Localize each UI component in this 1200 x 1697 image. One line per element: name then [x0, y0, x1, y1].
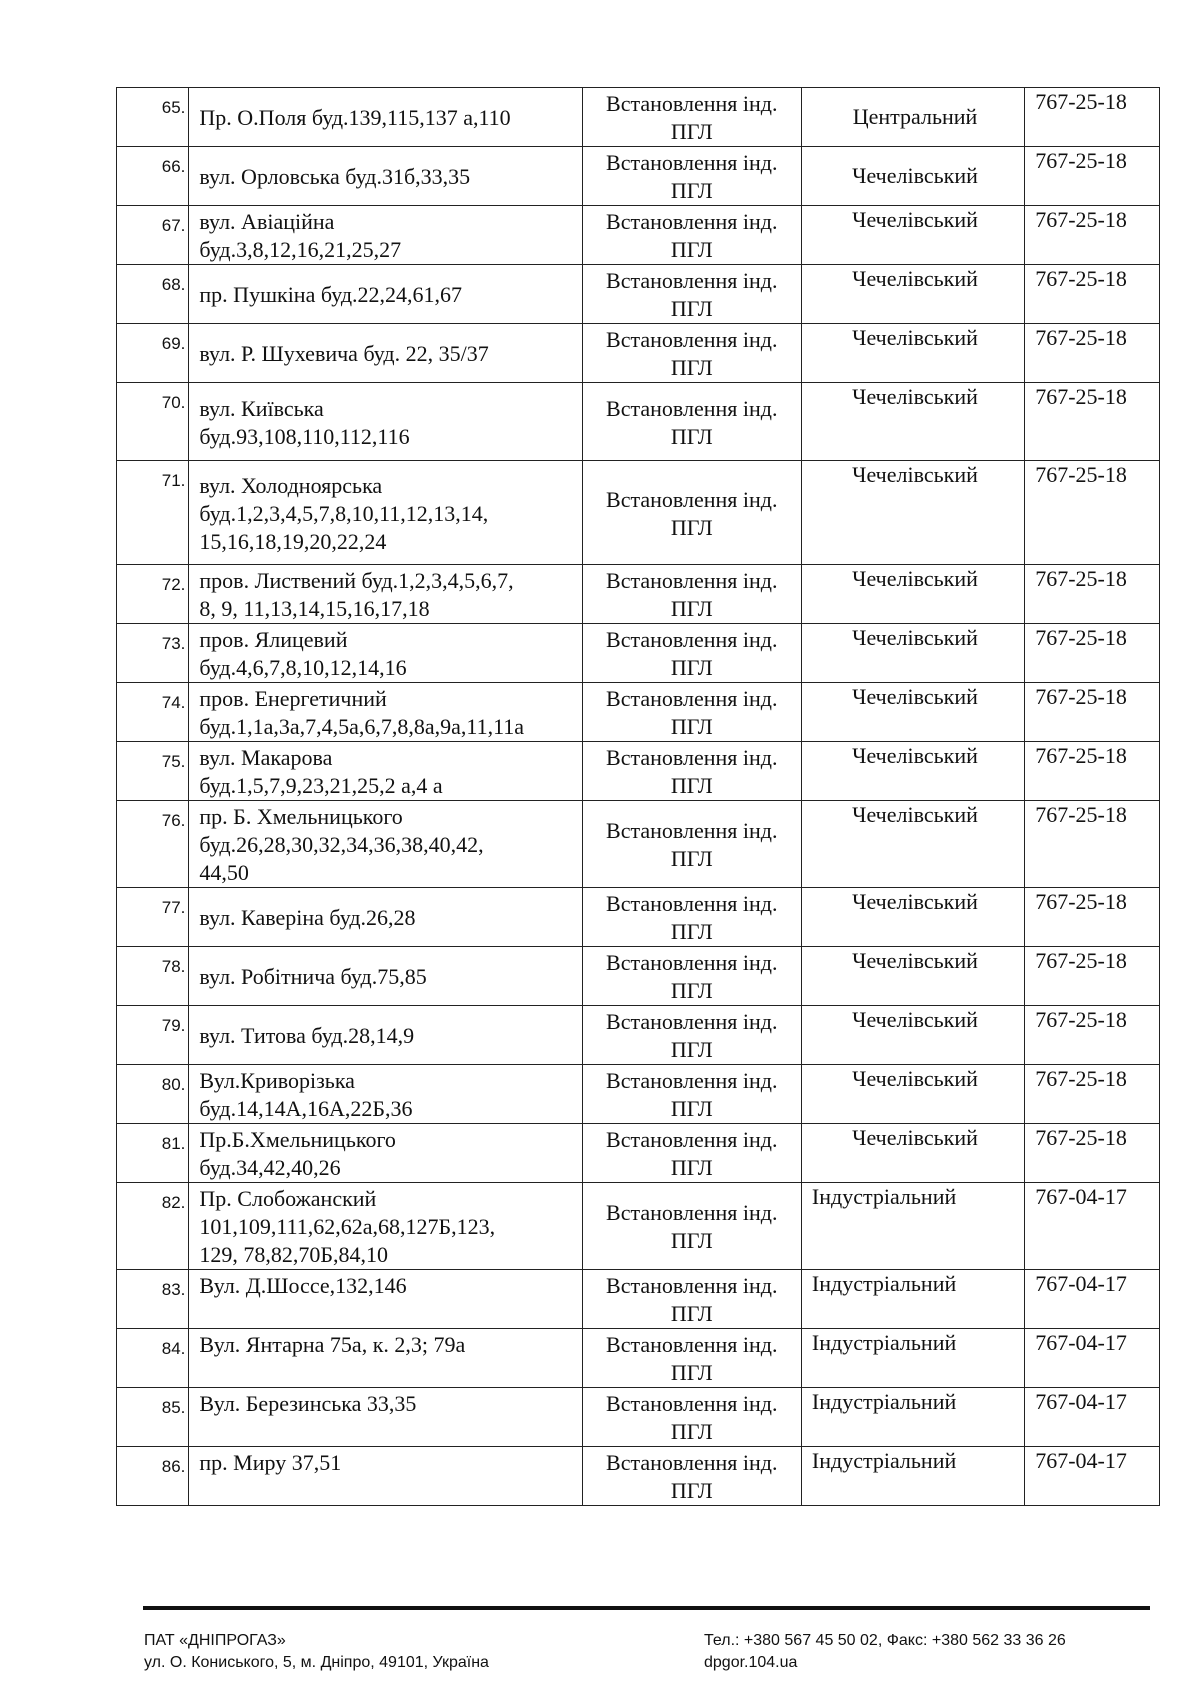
work-type-line: ПГЛ [670, 714, 713, 739]
address-cell [189, 683, 582, 742]
address-line: 101,109,111,62,62а,68,127Б,123, [199, 1214, 496, 1239]
district-cell: Чечелівський [801, 1065, 1024, 1124]
row-number: 72. [117, 565, 189, 624]
work-type-line: ПГЛ [670, 978, 713, 1003]
work-type-line: Встановлення інд. [606, 486, 778, 512]
table-row [117, 461, 1160, 565]
work-type-line: Встановлення інд. [606, 686, 778, 711]
address-line: пр. Пушкіна буд.22,24,61,67 [199, 282, 463, 307]
address-line: буд.4,6,7,8,10,12,14,16 [199, 655, 407, 680]
phone-cell: 767-25-18 [1025, 324, 1160, 383]
address-cell [189, 1329, 582, 1388]
row-number: 73. [117, 624, 189, 683]
work-type-cell [582, 1447, 801, 1506]
address-line: Пр. Слобожанский [199, 1186, 377, 1211]
bottom-rule [143, 1606, 1150, 1610]
address-cell [189, 324, 582, 383]
phone-cell: 767-04-17 [1025, 1447, 1160, 1506]
row-number: 70. [117, 383, 189, 461]
work-type-line: Встановлення інд. [606, 1200, 778, 1225]
phone-cell: 767-25-18 [1025, 383, 1160, 461]
work-type-line: ПГЛ [670, 1155, 713, 1180]
work-type-line: ПГЛ [670, 514, 713, 540]
work-type-line: ПГЛ [670, 1301, 713, 1326]
work-type-line: Встановлення інд. [606, 395, 778, 421]
phone-cell: 767-25-18 [1025, 265, 1160, 324]
work-type-line: Встановлення інд. [606, 1009, 778, 1034]
row-number: 85. [117, 1388, 189, 1447]
phone-cell: 767-25-18 [1025, 801, 1160, 888]
work-type-line: ПГЛ [670, 655, 713, 680]
table-row [117, 683, 1160, 742]
work-type-line: ПГЛ [670, 773, 713, 798]
work-type-cell [582, 801, 801, 888]
district-cell: Чечелівський [801, 265, 1024, 324]
address-line: буд.34,42,40,26 [199, 1155, 341, 1180]
address-cell [189, 1006, 582, 1065]
table-row [117, 265, 1160, 324]
district-cell: Індустріальний [801, 1183, 1024, 1270]
address-line: Пр.Б.Хмельницького [199, 1127, 396, 1152]
row-number: 75. [117, 742, 189, 801]
district-cell: Чечелівський [801, 461, 1024, 565]
address-line: вул. Холодноярська [199, 472, 383, 498]
work-type-cell [582, 461, 801, 565]
district-cell: Чечелівський [801, 147, 1024, 206]
phone-cell: 767-25-18 [1025, 147, 1160, 206]
table-row [117, 1065, 1160, 1124]
address-cell [189, 947, 582, 1006]
work-type-line: ПГЛ [670, 423, 713, 449]
phone-cell: 767-04-17 [1025, 1270, 1160, 1329]
phone-cell: 767-04-17 [1025, 1183, 1160, 1270]
table-row [117, 1006, 1160, 1065]
work-type-line: ПГЛ [670, 119, 713, 144]
work-type-line: Встановлення інд. [606, 1450, 778, 1475]
work-type-line: Встановлення інд. [606, 1391, 778, 1416]
table-row [117, 1447, 1160, 1506]
district-cell: Чечелівський [801, 1124, 1024, 1183]
address-cell [189, 383, 582, 461]
address-line: 44,50 [199, 860, 249, 885]
work-type-line: ПГЛ [670, 237, 713, 262]
table-row [117, 1124, 1160, 1183]
table-row [117, 383, 1160, 461]
work-type-cell [582, 1270, 801, 1329]
address-cell [189, 1124, 582, 1183]
address-line: Вул. Березинська 33,35 [199, 1391, 417, 1416]
district-cell: Чечелівський [801, 742, 1024, 801]
work-type-line: Встановлення інд. [606, 150, 778, 175]
work-type-cell [582, 206, 801, 265]
table-row [117, 624, 1160, 683]
row-number: 65. [117, 88, 189, 147]
address-cell [189, 801, 582, 888]
work-type-line: ПГЛ [670, 296, 713, 321]
address-line: пров. Ялицевий [199, 627, 348, 652]
work-type-cell [582, 147, 801, 206]
row-number: 80. [117, 1065, 189, 1124]
address-line: буд.93,108,110,112,116 [199, 423, 410, 449]
row-number: 74. [117, 683, 189, 742]
phone-cell: 767-25-18 [1025, 88, 1160, 147]
work-type-line: Встановлення інд. [606, 818, 778, 843]
address-cell [189, 88, 582, 147]
address-line: пр. Миру 37,51 [199, 1450, 342, 1475]
address-line: вул. Авіаційна [199, 209, 335, 234]
work-type-cell [582, 324, 801, 383]
work-type-line: Встановлення інд. [606, 1332, 778, 1357]
work-type-line: Встановлення інд. [606, 568, 778, 593]
phone-cell: 767-25-18 [1025, 1006, 1160, 1065]
works-table [116, 87, 1160, 1506]
address-cell [189, 147, 582, 206]
district-cell: Чечелівський [801, 801, 1024, 888]
phone-cell: 767-25-18 [1025, 683, 1160, 742]
address-cell [189, 461, 582, 565]
phone-cell: 767-25-18 [1025, 461, 1160, 565]
district-cell: Чечелівський [801, 206, 1024, 265]
work-type-line: ПГЛ [670, 1096, 713, 1121]
table-row [117, 324, 1160, 383]
address-line: вул. Київська [199, 395, 324, 421]
table-row [117, 1183, 1160, 1270]
address-line: пров. Енергетичний [199, 686, 387, 711]
address-line: 8, 9, 11,13,14,15,16,17,18 [199, 596, 430, 621]
work-type-cell [582, 1388, 801, 1447]
phone-cell: 767-25-18 [1025, 565, 1160, 624]
phone-cell: 767-04-17 [1025, 1329, 1160, 1388]
footer-address: ул. О. Кониського, 5, м. Дніпро, 49101, Україна [144, 1654, 489, 1671]
row-number: 81. [117, 1124, 189, 1183]
address-cell [189, 1065, 582, 1124]
work-type-line: Встановлення інд. [606, 268, 778, 293]
district-cell: Чечелівський [801, 1006, 1024, 1065]
row-number: 79. [117, 1006, 189, 1065]
work-type-line: Встановлення інд. [606, 891, 778, 916]
work-type-line: ПГЛ [670, 178, 713, 203]
address-line: пр. Б. Хмельницького [199, 804, 403, 829]
work-type-cell [582, 1183, 801, 1270]
work-type-line: ПГЛ [670, 1478, 713, 1503]
address-line: Вул. Д.Шоссе,132,146 [199, 1273, 407, 1298]
row-number: 78. [117, 947, 189, 1006]
work-type-line: Встановлення інд. [606, 1127, 778, 1152]
phone-cell: 767-04-17 [1025, 1388, 1160, 1447]
work-type-line: ПГЛ [670, 846, 713, 871]
row-number: 76. [117, 801, 189, 888]
district-cell: Чечелівський [801, 624, 1024, 683]
district-cell: Чечелівський [801, 383, 1024, 461]
work-type-line: Встановлення інд. [606, 209, 778, 234]
address-line: буд.1,2,3,4,5,7,8,10,11,12,13,14, [199, 500, 489, 526]
address-cell [189, 265, 582, 324]
phone-cell: 767-25-18 [1025, 742, 1160, 801]
phone-cell: 767-25-18 [1025, 888, 1160, 947]
work-type-cell [582, 1065, 801, 1124]
row-number: 86. [117, 1447, 189, 1506]
address-cell [189, 1447, 582, 1506]
address-cell [189, 1388, 582, 1447]
district-cell: Чечелівський [801, 888, 1024, 947]
phone-cell: 767-25-18 [1025, 1124, 1160, 1183]
address-line: вул. Каверіна буд.26,28 [199, 905, 416, 930]
work-type-line: ПГЛ [670, 596, 713, 621]
district-cell: Індустріальний [801, 1329, 1024, 1388]
table-row [117, 947, 1160, 1006]
table-row [117, 888, 1160, 947]
work-type-cell [582, 383, 801, 461]
address-line: 15,16,18,19,20,22,24 [199, 528, 387, 554]
table-row [117, 1329, 1160, 1388]
work-type-cell [582, 1124, 801, 1183]
footer-site: dpgor.104.ua [704, 1654, 798, 1671]
address-line: пров. Листвений буд.1,2,3,4,5,6,7, [199, 568, 514, 593]
work-type-cell [582, 683, 801, 742]
district-cell: Чечелівський [801, 324, 1024, 383]
row-number: 82. [117, 1183, 189, 1270]
footer-company: ПАТ «ДНІПРОГАЗ» [144, 1632, 286, 1649]
work-type-line: ПГЛ [670, 355, 713, 380]
work-type-line: Встановлення інд. [606, 327, 778, 352]
address-cell [189, 1183, 582, 1270]
address-line: буд.1,5,7,9,23,21,25,2 а,4 а [199, 773, 443, 798]
district-cell: Індустріальний [801, 1270, 1024, 1329]
work-type-cell [582, 888, 801, 947]
table-row [117, 88, 1160, 147]
work-type-cell [582, 624, 801, 683]
work-type-cell [582, 565, 801, 624]
work-type-line: ПГЛ [670, 1037, 713, 1062]
address-line: Пр. О.Поля буд.139,115,137 а,110 [199, 105, 511, 130]
address-line: Вул. Янтарна 75а, к. 2,3; 79а [199, 1332, 466, 1357]
district-cell: Чечелівський [801, 947, 1024, 1006]
work-type-line: ПГЛ [670, 919, 713, 944]
address-line: буд.26,28,30,32,34,36,38,40,42, [199, 832, 484, 857]
address-cell [189, 206, 582, 265]
address-line: вул. Р. Шухевича буд. 22, 35/37 [199, 341, 489, 366]
address-line: 129, 78,82,70Б,84,10 [199, 1242, 389, 1267]
row-number: 67. [117, 206, 189, 265]
footer-phones: Тел.: +380 567 45 50 02, Факс: +380 562 33 36 26 [704, 1632, 1066, 1649]
row-number: 77. [117, 888, 189, 947]
work-type-line: Встановлення інд. [606, 627, 778, 652]
address-line: буд.3,8,12,16,21,25,27 [199, 237, 402, 262]
address-line: вул. Орловська буд.31б,33,35 [199, 164, 471, 189]
address-line: вул. Макарова [199, 745, 333, 770]
work-type-line: ПГЛ [670, 1360, 713, 1385]
work-type-line: ПГЛ [670, 1419, 713, 1444]
address-line: вул. Робітнича буд.75,85 [199, 964, 427, 989]
works-table-body [117, 88, 1160, 1506]
district-cell: Індустріальний [801, 1447, 1024, 1506]
table-row [117, 1270, 1160, 1329]
row-number: 66. [117, 147, 189, 206]
row-number: 68. [117, 265, 189, 324]
work-type-line: ПГЛ [670, 1228, 713, 1253]
phone-cell: 767-25-18 [1025, 1065, 1160, 1124]
work-type-line: Встановлення інд. [606, 1068, 778, 1093]
address-line: Вул.Криворізька [199, 1068, 355, 1093]
address-line: вул. Титова буд.28,14,9 [199, 1023, 415, 1048]
work-type-cell [582, 1329, 801, 1388]
work-type-cell [582, 1006, 801, 1065]
phone-cell: 767-25-18 [1025, 947, 1160, 1006]
row-number: 69. [117, 324, 189, 383]
work-type-line: Встановлення інд. [606, 745, 778, 770]
phone-cell: 767-25-18 [1025, 206, 1160, 265]
table-row [117, 742, 1160, 801]
district-cell: Центральний [801, 88, 1024, 147]
address-line: буд.1,1а,3а,7,4,5а,6,7,8,8а,9а,11,11а [199, 714, 525, 739]
address-line: буд.14,14А,16А,22Б,36 [199, 1096, 413, 1121]
footer-left [144, 1630, 489, 1674]
district-cell: Індустріальний [801, 1388, 1024, 1447]
table-row [117, 801, 1160, 888]
work-type-cell [582, 742, 801, 801]
address-cell [189, 742, 582, 801]
district-cell: Чечелівський [801, 683, 1024, 742]
work-type-line: Встановлення інд. [606, 1273, 778, 1298]
row-number: 84. [117, 1329, 189, 1388]
table-row [117, 565, 1160, 624]
table-row [117, 147, 1160, 206]
row-number: 83. [117, 1270, 189, 1329]
work-type-cell [582, 947, 801, 1006]
address-cell [189, 624, 582, 683]
phone-cell: 767-25-18 [1025, 624, 1160, 683]
address-cell [189, 888, 582, 947]
district-cell: Чечелівський [801, 565, 1024, 624]
work-type-line: Встановлення інд. [606, 950, 778, 975]
table-row [117, 1388, 1160, 1447]
address-cell [189, 1270, 582, 1329]
work-type-line: Встановлення інд. [606, 91, 778, 116]
footer-right [704, 1630, 1066, 1674]
table-row [117, 206, 1160, 265]
work-type-cell [582, 88, 801, 147]
work-type-cell [582, 265, 801, 324]
address-cell [189, 565, 582, 624]
row-number: 71. [117, 461, 189, 565]
